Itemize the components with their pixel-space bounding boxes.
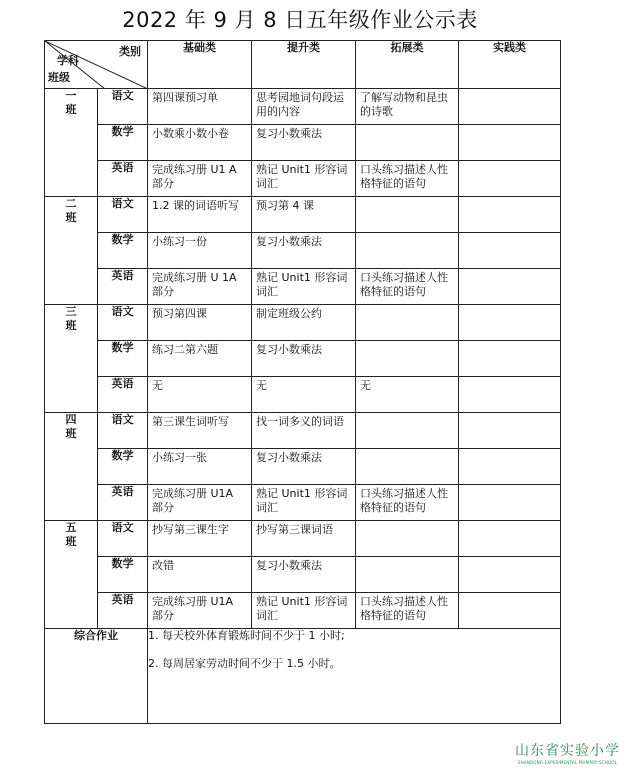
homework-cell xyxy=(252,341,356,377)
column-header-extend: 拓展类 xyxy=(356,41,459,89)
comprehensive-line: 1. 每天校外体育锻炼时间不少于 1 小时; xyxy=(148,629,345,642)
subject-cell: 英语 xyxy=(98,161,148,197)
school-logo-english: SHANDONG EXPERIMENTAL PRIMARY SCHOOL xyxy=(517,760,618,765)
homework-text: 无 xyxy=(152,379,163,392)
table-row xyxy=(45,233,561,269)
homework-text: 复习小数乘法 xyxy=(256,451,322,464)
homework-cell xyxy=(252,377,356,413)
homework-cell xyxy=(148,557,252,593)
homework-text xyxy=(459,521,560,523)
column-header-basic: 基础类 xyxy=(148,41,252,89)
homework-cell xyxy=(148,377,252,413)
comprehensive-label: 综合作业 xyxy=(45,629,148,724)
homework-text xyxy=(356,305,458,307)
homework-text: 抄写第三课词语 xyxy=(256,523,333,536)
homework-cell xyxy=(252,197,356,233)
homework-text: 口头练习描述人性格特征的语句 xyxy=(360,271,448,298)
subject-cell: 英语 xyxy=(98,485,148,521)
homework-text: 复习小数乘法 xyxy=(256,235,322,248)
homework-text: 复习小数乘法 xyxy=(256,559,322,572)
comprehensive-line: 2. 每周居家劳动时间不少于 1.5 小时。 xyxy=(148,657,341,670)
subject-cell: 英语 xyxy=(98,593,148,629)
subject-cell: 英语 xyxy=(98,269,148,305)
homework-cell xyxy=(459,413,561,449)
corner-class-label: 班级 xyxy=(48,71,70,84)
table-row xyxy=(45,125,561,161)
homework-text xyxy=(459,89,560,91)
school-logo xyxy=(515,740,620,765)
homework-text xyxy=(459,197,560,199)
homework-text: 小数乘小数小卷 xyxy=(152,127,229,140)
homework-cell xyxy=(356,161,459,197)
homework-cell xyxy=(356,341,459,377)
homework-text: 熟记 Unit1 形容词词汇 xyxy=(256,487,348,514)
homework-text: 口头练习描述人性格特征的语句 xyxy=(360,595,448,622)
homework-cell xyxy=(252,593,356,629)
homework-cell xyxy=(252,449,356,485)
homework-cell xyxy=(459,269,561,305)
homework-text: 思考园地词句段运用的内容 xyxy=(256,91,344,118)
homework-cell xyxy=(459,161,561,197)
homework-text: 完成练习册 U1A 部分 xyxy=(152,487,234,514)
homework-cell xyxy=(252,305,356,341)
subject-cell: 语文 xyxy=(98,413,148,449)
homework-text xyxy=(356,197,458,199)
subject-cell: 数学 xyxy=(98,125,148,161)
homework-text: 完成练习册 U 1A 部分 xyxy=(152,271,237,298)
homework-text xyxy=(459,557,560,559)
table-row xyxy=(45,161,561,197)
homework-text xyxy=(356,521,458,523)
homework-cell xyxy=(148,125,252,161)
homework-text xyxy=(356,449,458,451)
comprehensive-content xyxy=(148,629,561,724)
homework-cell xyxy=(459,89,561,125)
homework-text xyxy=(356,125,458,127)
table-row xyxy=(45,557,561,593)
homework-text: 熟记 Unit1 形容词词汇 xyxy=(256,595,348,622)
comprehensive-row xyxy=(45,629,561,724)
homework-cell xyxy=(252,125,356,161)
subject-cell: 语文 xyxy=(98,197,148,233)
homework-cell xyxy=(252,413,356,449)
subject-cell: 数学 xyxy=(98,449,148,485)
homework-text: 熟记 Unit1 形容词词汇 xyxy=(256,271,348,298)
homework-text xyxy=(459,125,560,127)
homework-text xyxy=(356,413,458,415)
homework-cell xyxy=(252,89,356,125)
homework-text: 熟记 Unit1 形容词词汇 xyxy=(256,163,348,190)
table-row xyxy=(45,485,561,521)
class-name-cell: 一 班 xyxy=(45,89,98,197)
homework-text xyxy=(459,485,560,487)
homework-cell xyxy=(459,305,561,341)
homework-cell xyxy=(252,233,356,269)
homework-cell xyxy=(356,377,459,413)
table-row xyxy=(45,449,561,485)
homework-text: 了解写动物和昆虫的诗歌 xyxy=(360,91,448,118)
homework-text: 复习小数乘法 xyxy=(256,343,322,356)
column-header-improve: 提升类 xyxy=(252,41,356,89)
table-row xyxy=(45,341,561,377)
homework-text: 完成练习册 U1 A 部分 xyxy=(152,163,237,190)
homework-cell xyxy=(459,341,561,377)
header-row xyxy=(45,41,561,89)
homework-text xyxy=(459,593,560,595)
class-name-cell: 二 班 xyxy=(45,197,98,305)
homework-cell xyxy=(252,557,356,593)
homework-cell xyxy=(148,89,252,125)
homework-text: 第四课预习单 xyxy=(152,91,218,104)
homework-text xyxy=(459,449,560,451)
homework-cell xyxy=(356,449,459,485)
table-row xyxy=(45,197,561,233)
homework-cell xyxy=(148,449,252,485)
homework-cell xyxy=(356,521,459,557)
header-corner-cell xyxy=(45,41,148,89)
homework-cell xyxy=(148,593,252,629)
homework-cell xyxy=(459,449,561,485)
homework-cell xyxy=(148,161,252,197)
homework-cell xyxy=(459,197,561,233)
homework-cell xyxy=(459,233,561,269)
homework-cell xyxy=(356,593,459,629)
homework-text xyxy=(459,161,560,163)
homework-cell xyxy=(148,197,252,233)
homework-cell xyxy=(356,233,459,269)
homework-cell xyxy=(148,521,252,557)
homework-text xyxy=(459,413,560,415)
table-row xyxy=(45,269,561,305)
homework-text xyxy=(459,377,560,379)
table-row xyxy=(45,305,561,341)
homework-text: 小练习一份 xyxy=(152,235,207,248)
homework-text: 找一词多义的词语 xyxy=(256,415,344,428)
homework-text: 制定班级公约 xyxy=(256,307,322,320)
homework-text: 无 xyxy=(360,379,371,392)
homework-cell xyxy=(459,521,561,557)
homework-text: 改错 xyxy=(152,559,174,572)
homework-cell xyxy=(148,341,252,377)
corner-category-label: 类别 xyxy=(119,45,141,58)
homework-cell xyxy=(356,557,459,593)
corner-subject-label: 学科 xyxy=(57,54,79,67)
homework-text: 预习第 4 课 xyxy=(256,199,314,212)
homework-cell xyxy=(356,269,459,305)
homework-cell xyxy=(356,485,459,521)
homework-text xyxy=(459,305,560,307)
homework-text xyxy=(459,341,560,343)
subject-cell: 语文 xyxy=(98,89,148,125)
homework-text xyxy=(356,557,458,559)
homework-cell xyxy=(356,413,459,449)
table-row xyxy=(45,89,561,125)
table-row xyxy=(45,377,561,413)
homework-cell xyxy=(356,89,459,125)
homework-text: 练习二第六题 xyxy=(152,343,218,356)
homework-cell xyxy=(148,413,252,449)
homework-cell xyxy=(252,521,356,557)
homework-text xyxy=(459,233,560,235)
class-name-cell: 三 班 xyxy=(45,305,98,413)
homework-cell xyxy=(148,305,252,341)
homework-cell xyxy=(356,125,459,161)
class-name-cell: 五 班 xyxy=(45,521,98,629)
homework-cell xyxy=(459,593,561,629)
subject-cell: 英语 xyxy=(98,377,148,413)
homework-text: 复习小数乘法 xyxy=(256,127,322,140)
homework-text: 完成练习册 U1A 部分 xyxy=(152,595,234,622)
subject-cell: 语文 xyxy=(98,521,148,557)
homework-text: 第三课生词听写 xyxy=(152,415,229,428)
homework-cell xyxy=(252,269,356,305)
homework-cell xyxy=(356,305,459,341)
homework-text: 预习第四课 xyxy=(152,307,207,320)
homework-text: 无 xyxy=(256,379,267,392)
homework-cell xyxy=(356,197,459,233)
homework-text: 口头练习描述人性格特征的语句 xyxy=(360,487,448,514)
homework-text: 1.2 课的词语听写 xyxy=(152,199,239,212)
homework-cell xyxy=(459,557,561,593)
homework-text: 小练习一张 xyxy=(152,451,207,464)
table-row xyxy=(45,593,561,629)
homework-cell xyxy=(252,161,356,197)
subject-cell: 数学 xyxy=(98,341,148,377)
homework-cell xyxy=(148,269,252,305)
homework-cell xyxy=(459,485,561,521)
table-row xyxy=(45,521,561,557)
homework-cell xyxy=(459,125,561,161)
homework-cell xyxy=(148,233,252,269)
table-row xyxy=(45,413,561,449)
homework-text xyxy=(356,341,458,343)
page-title: 2022 年 9 月 8 日五年级作业公示表 xyxy=(122,8,478,32)
subject-cell: 数学 xyxy=(98,233,148,269)
subject-cell: 语文 xyxy=(98,305,148,341)
homework-cell xyxy=(252,485,356,521)
school-logo-name: 山东省实验小学 xyxy=(515,743,620,759)
homework-cell xyxy=(148,485,252,521)
homework-text xyxy=(356,233,458,235)
class-name-cell: 四 班 xyxy=(45,413,98,521)
homework-table xyxy=(44,40,561,724)
homework-cell xyxy=(459,377,561,413)
homework-text: 口头练习描述人性格特征的语句 xyxy=(360,163,448,190)
homework-text: 抄写第三课生字 xyxy=(152,523,229,536)
subject-cell: 数学 xyxy=(98,557,148,593)
column-header-practice: 实践类 xyxy=(459,41,561,89)
homework-text xyxy=(459,269,560,271)
